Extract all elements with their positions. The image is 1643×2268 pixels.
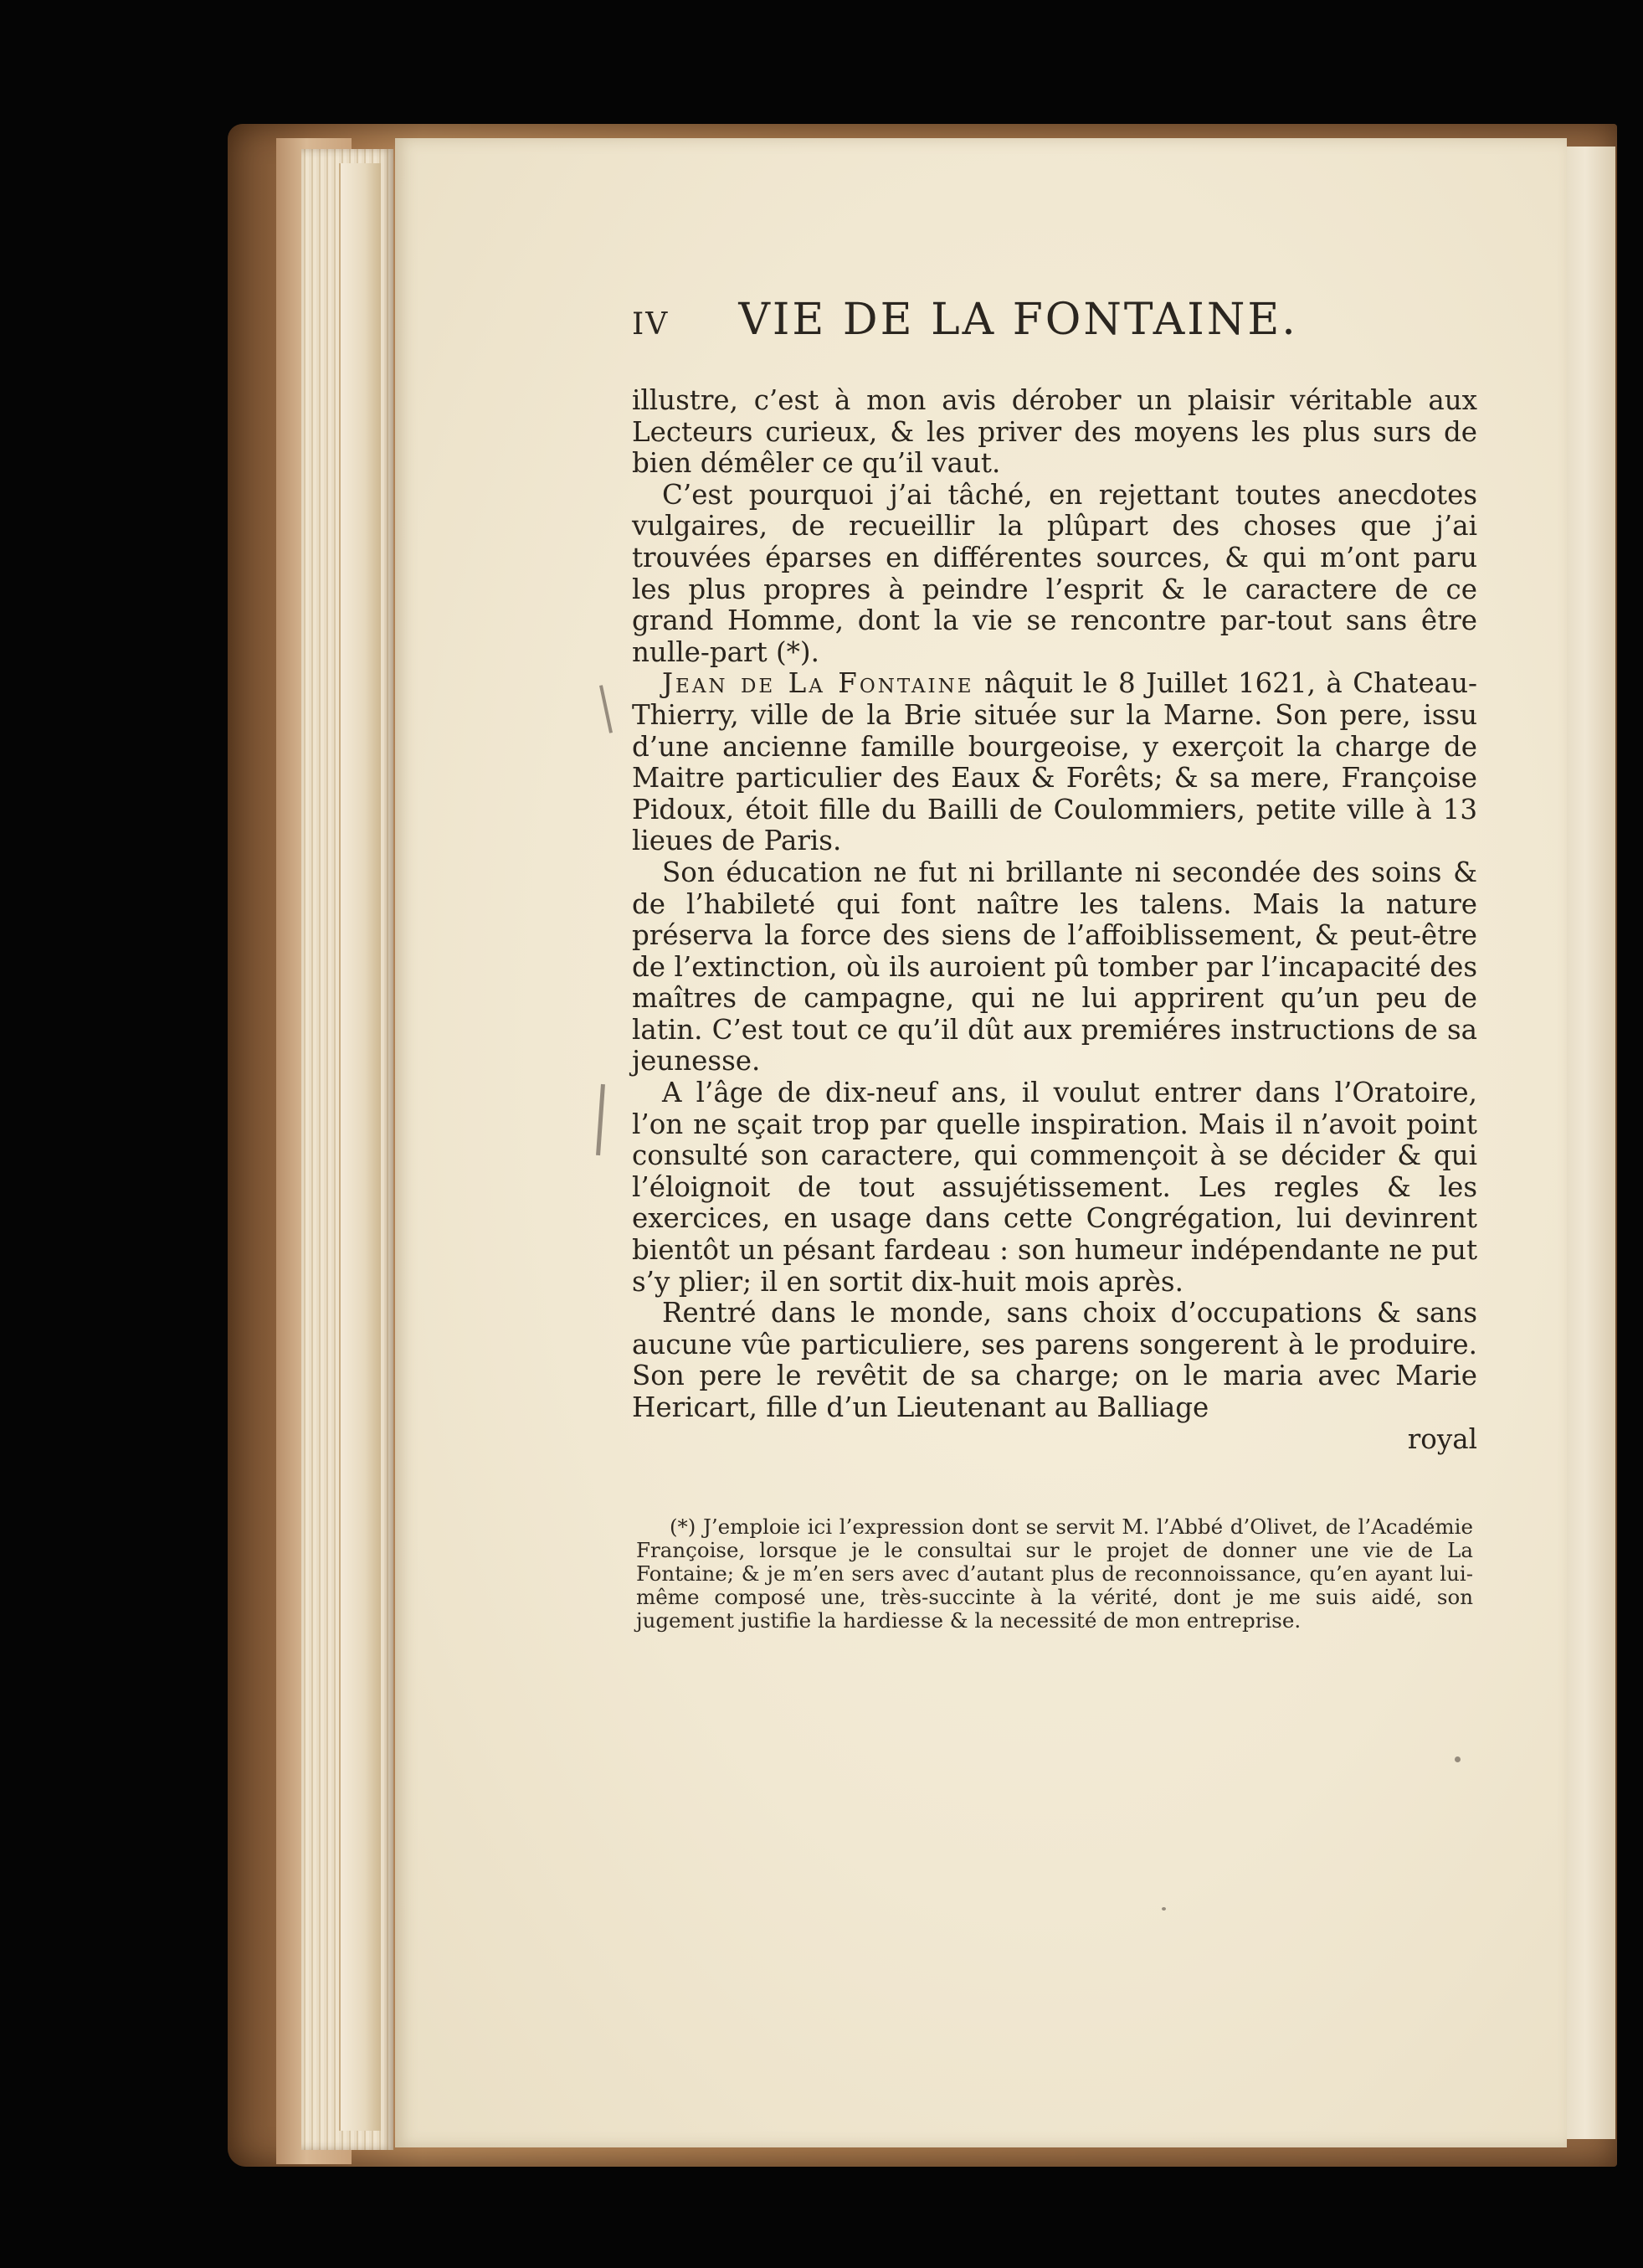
endpaper-edge <box>339 163 381 2131</box>
paragraph-1: illustre, c’est à mon avis dérober un plaisir véritable aux Lecteurs curieux, & les priver des moyens les plus surs de bien démêler ce qu’il vaut. <box>632 384 1477 480</box>
paragraph-5: A l’âge de dix-neuf ans, il voulut entrer dans l’Oratoire, l’on ne sçait trop par quelle inspiration. Mais il n’avoit point consulté son caractere, qui commençoit à se décider & qui l’éloignoit de tout assujétissement. Les regles & les exercices, en usage dans cette Congrégation, lui devinrent bientôt un pésant fardeau : son humeur indépendante ne put s’y plier; il en sortit dix-huit mois après. <box>632 1077 1477 1298</box>
paragraph-4: Son éducation ne fut ni brillante ni secondée des soins & de l’habileté qui font naître les talens. Mais la nature préserva la force des siens de l’affoiblissement, & peut-être de l’extinction, où ils auroient pû tomber par l’incapacité des maîtres de campagne, qui ne lui apprirent qu’un peu de latin. C’est tout ce qu’il dût aux premiéres instructions de sa jeunesse. <box>632 856 1477 1077</box>
paragraph-3 <box>632 668 1477 857</box>
author-name: Jean de La Fontaine <box>662 667 974 700</box>
running-head <box>632 295 1385 345</box>
running-title: VIE DE LA FONTAINE. <box>738 295 1298 345</box>
page-speck <box>1162 1907 1166 1911</box>
page-speck <box>1455 1756 1461 1762</box>
main-text <box>632 385 1477 1455</box>
catchword: royal <box>1407 1422 1477 1455</box>
facing-page-edge <box>1565 147 1615 2139</box>
paragraph-3-text: nâquit le 8 Juillet 1621, à Chateau-Thierry, ville de la Brie située sur la Marne. Son pere, issu d’une ancienne famille bourgeoise, y exerçoit la charge de Maitre particulier des Eaux & Forêts; & sa mere, Françoise Pidoux, étoit fille du Bailli de Coulommiers, petite ville à 13 lieues de Paris. <box>632 667 1477 857</box>
page-number: IV <box>632 307 670 342</box>
footnote: (*) J’emploie ici l’expression dont se servit M. l’Abbé d’Olivet, de l’Académie Françoise, lorsque je le consultai sur le projet de donner une vie de La Fontaine; & je m’en sers avec d’autant plus de reconnoissance, qu’en ayant lui-même composé une, très-succinte à la vérité, dont je me suis aidé, son jugement justifie la hardiesse & la necessité de mon entreprise. <box>636 1515 1473 1633</box>
paragraph-6: Rentré dans le monde, sans choix d’occupations & sans aucune vûe particuliere, ses parens songerent à le produire. Son pere le revêtit de sa charge; on le maria avec Marie Hericart, fille d’un Lieutenant au Balliage <box>632 1297 1477 1423</box>
paragraph-2: C’est pourquoi j’ai tâché, en rejettant toutes anecdotes vulgaires, de recueillir la plûpart des choses que j’ai trouvées éparses en différentes sources, & qui m’ont paru les plus propres à peindre l’esprit & le caractere de ce grand Homme, dont la vie se rencontre par-tout sans être nulle-part (*). <box>632 478 1477 668</box>
